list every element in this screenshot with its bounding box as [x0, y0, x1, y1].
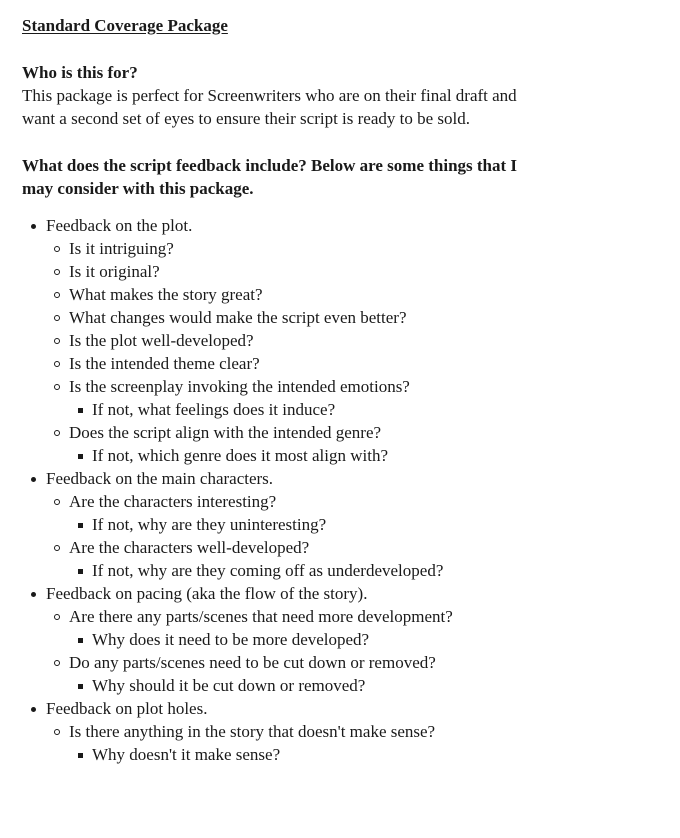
feedback-question-label: What makes the story great?	[69, 285, 263, 304]
feedback-question-list	[46, 237, 662, 467]
feedback-question	[46, 283, 662, 306]
feedback-followup-label: If not, which genre does it most align with?	[92, 446, 389, 465]
feedback-question-label: Does the script align with the intended genre?	[69, 423, 382, 442]
feedback-question-list	[46, 605, 662, 697]
feedback-followup	[69, 444, 662, 467]
who-body: This package is perfect for Screenwriters who are on their final draft and want a second set of eyes to ensure their script is ready to be sold.	[22, 86, 517, 128]
feedback-followup-list	[69, 513, 662, 536]
feedback-list	[22, 214, 662, 766]
document	[22, 14, 662, 766]
feedback-followup-list	[69, 674, 662, 697]
feedback-question-label: Is there anything in the story that doesn't make sense?	[69, 722, 436, 741]
feedback-section-label: Feedback on plot holes.	[46, 699, 208, 718]
feedback-followup-label: If not, why are they coming off as underdeveloped?	[92, 561, 444, 580]
feedback-question-label: What changes would make the script even better?	[69, 308, 407, 327]
feedback-followup-list	[69, 743, 662, 766]
feedback-followup-list	[69, 628, 662, 651]
feedback-section-label: Feedback on pacing (aka the flow of the story).	[46, 584, 368, 603]
feedback-followup	[69, 743, 662, 766]
what-heading: What does the script feedback include? Below are some things that I may consider with this package.	[22, 156, 518, 198]
feedback-question-label: Is the plot well-developed?	[69, 331, 254, 350]
feedback-section-label: Feedback on the main characters.	[46, 469, 274, 488]
page-title: Standard Coverage Package	[22, 16, 228, 35]
feedback-question	[46, 260, 662, 283]
feedback-question-label: Is the screenplay invoking the intended emotions?	[69, 377, 410, 396]
feedback-section	[22, 467, 662, 582]
feedback-question	[46, 490, 662, 536]
feedback-question-label: Do any parts/scenes need to be cut down or removed?	[69, 653, 436, 672]
feedback-question	[46, 536, 662, 582]
feedback-question-label: Is it intriguing?	[69, 239, 174, 258]
feedback-section	[22, 697, 662, 766]
feedback-question-list	[46, 720, 662, 766]
feedback-followup-label: If not, what feelings does it induce?	[92, 400, 336, 419]
feedback-followup-list	[69, 559, 662, 582]
feedback-question	[46, 329, 662, 352]
feedback-section	[22, 582, 662, 697]
feedback-question	[46, 651, 662, 697]
feedback-followup	[69, 628, 662, 651]
feedback-followup	[69, 513, 662, 536]
feedback-followup	[69, 559, 662, 582]
feedback-followup-list	[69, 444, 662, 467]
feedback-followup	[69, 398, 662, 421]
feedback-question-label: Are there any parts/scenes that need more development?	[69, 607, 453, 626]
who-heading: Who is this for?	[22, 63, 138, 82]
feedback-question-label: Are the characters well-developed?	[69, 538, 310, 557]
feedback-followup-list	[69, 398, 662, 421]
feedback-followup-label: Why does it need to be more developed?	[92, 630, 370, 649]
feedback-followup-label: Why should it be cut down or removed?	[92, 676, 366, 695]
feedback-question-label: Are the characters interesting?	[69, 492, 277, 511]
feedback-question	[46, 375, 662, 421]
feedback-question-label: Is the intended theme clear?	[69, 354, 260, 373]
feedback-question	[46, 306, 662, 329]
feedback-question-label: Is it original?	[69, 262, 160, 281]
feedback-question	[46, 237, 662, 260]
feedback-question-list	[46, 490, 662, 582]
feedback-followup-label: If not, why are they uninteresting?	[92, 515, 327, 534]
feedback-question	[46, 352, 662, 375]
feedback-question	[46, 720, 662, 766]
feedback-section-label: Feedback on the plot.	[46, 216, 193, 235]
feedback-section	[22, 214, 662, 467]
feedback-followup	[69, 674, 662, 697]
feedback-question	[46, 605, 662, 651]
feedback-followup-label: Why doesn't it make sense?	[92, 745, 281, 764]
feedback-question	[46, 421, 662, 467]
